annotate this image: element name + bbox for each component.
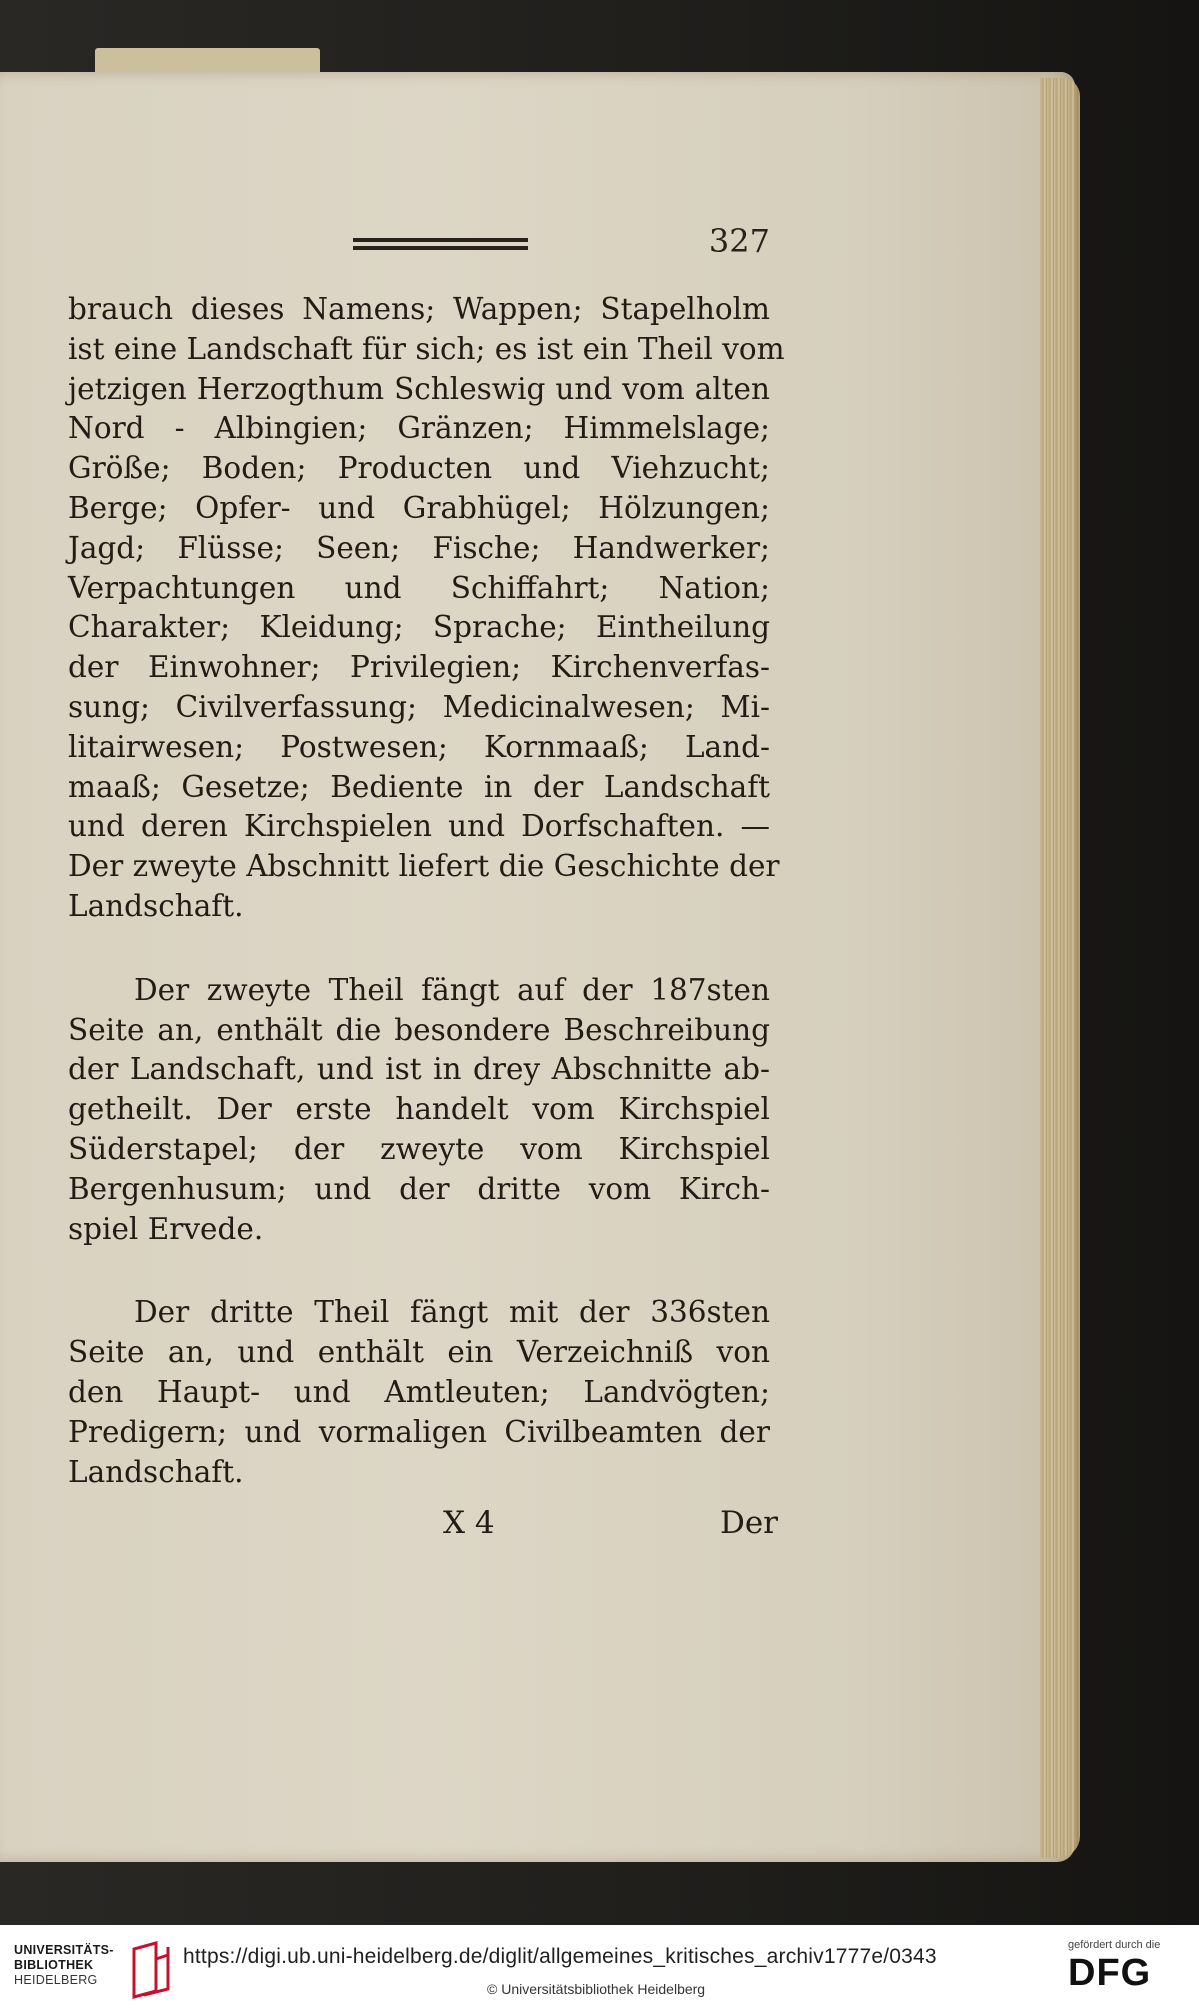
text-line: den Haupt- und Amtleuten; Landvögten;	[68, 1374, 770, 1409]
paragraph-2	[68, 971, 770, 1250]
signature-mark: X 4	[443, 1505, 495, 1541]
page-footer	[68, 1505, 778, 1555]
viewer-info-bar	[0, 1925, 1199, 2010]
text-line: Seite an, und enthält ein Verzeichniß von	[68, 1335, 770, 1370]
text-line: Jagd; Flüsse; Seen; Fische; Handwerker;	[68, 530, 770, 565]
text-line: sung; Civilverfassung; Medicinalwesen; Mi-	[68, 689, 770, 724]
catchword: Der	[719, 1505, 778, 1541]
paragraph-1	[68, 290, 785, 927]
text-line: Größe; Boden; Producten und Viehzucht;	[68, 451, 770, 486]
text-line: Der dritte Theil fängt mit der 336sten	[134, 1295, 770, 1330]
dfg-logo-text: DFG	[1068, 1952, 1152, 1994]
text-line: brauch dieses Namens; Wappen; Stapelholm	[68, 292, 770, 326]
library-emblem-icon	[126, 1939, 176, 2001]
text-line: Charakter; Kleidung; Sprache; Eintheilung	[68, 610, 770, 645]
header-rule	[353, 246, 528, 250]
text-line: Verpachtungen und Schiffahrt; Nation;	[68, 570, 770, 605]
text-line: Bergenhusum; und der dritte vom Kirch-	[68, 1171, 770, 1206]
text-line: maaß; Gesetze; Bediente in der Landschaft	[68, 769, 770, 804]
page-header	[68, 220, 768, 260]
text-line: jetzigen Herzogthum Schleswig und vom alten	[68, 371, 770, 406]
header-rule	[353, 238, 528, 242]
text-line: Landschaft.	[68, 888, 244, 923]
text-line: Der zweyte Theil fängt auf der 187sten	[134, 972, 770, 1007]
text-line: Süderstapel; der zweyte vom Kirchspiel	[68, 1131, 770, 1166]
page-tab	[95, 48, 320, 72]
library-name-line: HEIDELBERG	[14, 1973, 98, 1987]
text-line: Predigern; und vormaligen Civilbeamten der	[68, 1414, 770, 1449]
text-line: und deren Kirchspielen und Dorfschaften. —	[68, 809, 770, 844]
funding-caption: gefördert durch die	[1068, 1939, 1161, 1951]
text-line: ist eine Landschaft für sich; es ist ein Theil vom	[68, 331, 785, 366]
text-line: litairwesen; Postwesen; Kornmaaß; Land-	[68, 729, 770, 764]
text-line: Berge; Opfer- und Grabhügel; Hölzungen;	[68, 490, 770, 525]
library-logo[interactable]	[14, 1943, 184, 2003]
permalink-url[interactable]: https://digi.ub.uni-heidelberg.de/diglit/allgemeines_kritisches_archiv1777e/0343	[183, 1945, 937, 1968]
library-name-line: UNIVERSITÄTS-	[14, 1943, 114, 1957]
book-fore-edge	[1040, 78, 1080, 1858]
body-text	[68, 290, 785, 1536]
text-line: getheilt. Der erste handelt vom Kirchspiel	[68, 1092, 770, 1127]
paragraph-3	[68, 1293, 770, 1492]
copyright-notice: © Universitätsbibliothek Heidelberg	[487, 1981, 706, 1997]
funder-logo[interactable]	[1068, 1939, 1186, 2003]
text-line: der Landschaft, und ist in drey Abschnitte ab-	[68, 1052, 770, 1087]
library-name-line: BIBLIOTHEK	[14, 1958, 94, 1972]
text-line: der Einwohner; Privilegien; Kirchenverfas-	[68, 650, 770, 685]
text-line: spiel Ervede.	[68, 1211, 264, 1246]
page-number: 327	[708, 222, 770, 260]
text-line: Landschaft.	[68, 1454, 244, 1489]
text-line: Der zweyte Abschnitt liefert die Geschichte der	[68, 849, 780, 884]
text-line: Nord - Albingien; Gränzen; Himmelslage;	[68, 411, 770, 446]
text-line: Seite an, enthält die besondere Beschreibung	[68, 1012, 770, 1047]
